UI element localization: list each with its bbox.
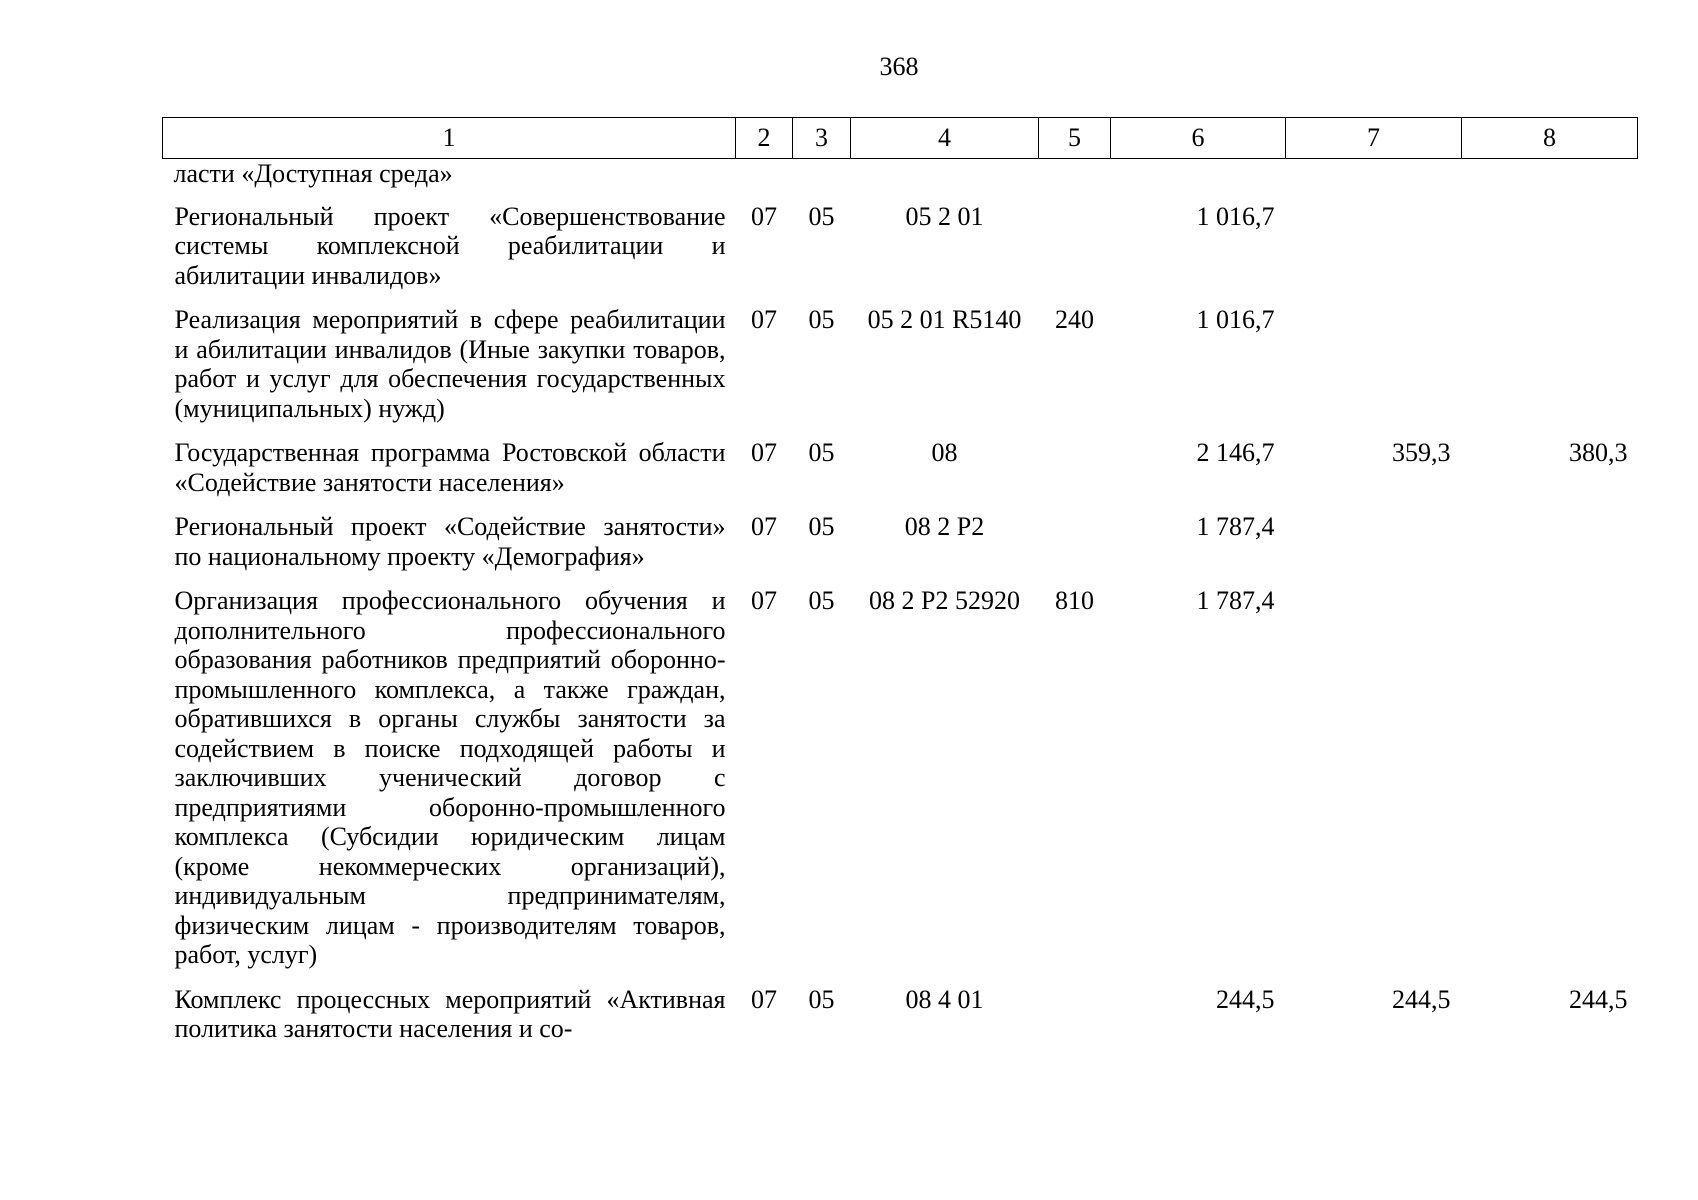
row-subchapter: 05 bbox=[808, 305, 835, 334]
row-name bbox=[163, 301, 736, 434]
row-target-article: 05 2 01 bbox=[905, 201, 984, 231]
row-name bbox=[163, 981, 736, 1055]
row-name bbox=[163, 434, 736, 508]
budget-table bbox=[162, 117, 1638, 1055]
row-name-text: Комплекс процессных мероприятий «Активная политика занятости населения и со- bbox=[174, 984, 726, 1043]
row-target-article: 08 4 01 bbox=[905, 984, 984, 1014]
row-amount-col7: 359,3 bbox=[1392, 438, 1451, 467]
table-row bbox=[163, 582, 1638, 981]
row-amount-col6: 2 146,7 bbox=[1196, 438, 1275, 467]
row-name bbox=[163, 582, 736, 981]
header-col-3: 3 bbox=[793, 118, 851, 159]
header-col-8: 8 bbox=[1462, 118, 1638, 159]
row-subchapter: 05 bbox=[808, 201, 835, 231]
row-name-text: Региональный проект «Совершенствование системы комплексной реабилитации и абилитации инвалидов» bbox=[174, 201, 726, 290]
row-name bbox=[163, 198, 736, 302]
header-col-2: 2 bbox=[736, 118, 793, 159]
header-col-5: 5 bbox=[1039, 118, 1111, 159]
row-chapter: 07 bbox=[751, 512, 777, 541]
row-amount-col8: 244,5 bbox=[1569, 984, 1628, 1014]
row-name bbox=[163, 508, 736, 582]
row-amount-col8 bbox=[1462, 198, 1638, 302]
row-target-article: 08 bbox=[931, 438, 958, 467]
row-amount-col8 bbox=[1462, 508, 1638, 582]
row-amount-col7: 244,5 bbox=[1392, 984, 1451, 1014]
row-chapter: 07 bbox=[751, 438, 777, 467]
row-target-article: 05 2 01 R5140 bbox=[867, 305, 1022, 334]
row-name-text: ласти «Доступная среда» bbox=[173, 159, 453, 188]
row-amount-col8: 380,3 bbox=[1569, 438, 1628, 467]
row-amount-col6: 1 787,4 bbox=[1196, 512, 1275, 541]
table-row bbox=[163, 198, 1638, 302]
row-target-article: 08 2 P2 bbox=[904, 512, 985, 541]
header-col-4: 4 bbox=[851, 118, 1039, 159]
table-header-row bbox=[163, 118, 1638, 159]
header-col-6: 6 bbox=[1111, 118, 1286, 159]
row-expense-type bbox=[1039, 159, 1111, 198]
row-amount-col6: 1 016,7 bbox=[1196, 201, 1275, 231]
row-expense-type bbox=[1039, 508, 1111, 582]
row-expense-type bbox=[1039, 981, 1111, 1055]
row-chapter: 07 bbox=[751, 201, 777, 231]
row-chapter bbox=[736, 159, 793, 198]
row-amount-col7 bbox=[1286, 301, 1462, 434]
row-amount-col8 bbox=[1462, 301, 1638, 434]
row-name-text: Государственная программа Ростовской области «Содействие занятости населения» bbox=[174, 438, 726, 497]
row-chapter: 07 bbox=[751, 586, 777, 615]
row-amount-col7 bbox=[1286, 198, 1462, 302]
row-target-article bbox=[851, 159, 1039, 198]
row-name-text: Региональный проект «Содействие занятости» по национальному проекту «Демография» bbox=[174, 512, 726, 571]
table-row bbox=[163, 159, 1638, 198]
row-subchapter: 05 bbox=[808, 586, 835, 615]
row-amount-col6: 1 787,4 bbox=[1196, 586, 1275, 615]
page-number: 368 bbox=[879, 52, 919, 81]
row-target-article: 08 2 P2 52920 bbox=[869, 586, 1020, 615]
row-amount-col7 bbox=[1286, 582, 1462, 981]
row-expense-type: 240 bbox=[1055, 305, 1094, 334]
row-expense-type bbox=[1039, 198, 1111, 302]
row-amount-col7 bbox=[1286, 159, 1462, 198]
row-amount-col8 bbox=[1462, 159, 1638, 198]
row-name-text: Организация профессионального обучения и дополнительного профессионального образования работников предприятий оборонно-промышленного комплекса, а также граждан, обратившихся в органы службы занятости за содействием в поиске подходящей работы и заключивших ученический договор с предприятиями оборонно-промышленного комплекса (Субсидии юридическим лицам (кроме некоммерческих организаций), индивидуальным предпринимателям, физическим лицам - производителям товаров, работ, услуг) bbox=[174, 586, 726, 969]
table-row bbox=[163, 508, 1638, 582]
header-col-1: 1 bbox=[163, 118, 736, 159]
row-subchapter: 05 bbox=[808, 512, 835, 541]
table-row bbox=[163, 434, 1638, 508]
row-amount-col6: 1 016,7 bbox=[1196, 305, 1275, 334]
row-chapter: 07 bbox=[751, 305, 777, 334]
row-amount-col6 bbox=[1111, 159, 1286, 198]
row-subchapter: 05 bbox=[808, 984, 835, 1014]
row-expense-type: 810 bbox=[1055, 586, 1094, 615]
row-amount-col6: 244,5 bbox=[1216, 984, 1275, 1014]
table-row bbox=[163, 301, 1638, 434]
row-subchapter: 05 bbox=[808, 438, 835, 467]
row-amount-col8 bbox=[1462, 582, 1638, 981]
row-name bbox=[163, 159, 736, 198]
table-row bbox=[163, 981, 1638, 1055]
header-col-7: 7 bbox=[1286, 118, 1462, 159]
row-subchapter bbox=[793, 159, 851, 198]
row-chapter: 07 bbox=[751, 984, 777, 1014]
row-expense-type bbox=[1039, 434, 1111, 508]
row-amount-col7 bbox=[1286, 508, 1462, 582]
row-name-text: Реализация мероприятий в сфере реабилитации и абилитации инвалидов (Иные закупки товаров, работ и услуг для обеспечения государственных (муниципальных) нужд) bbox=[174, 305, 726, 423]
